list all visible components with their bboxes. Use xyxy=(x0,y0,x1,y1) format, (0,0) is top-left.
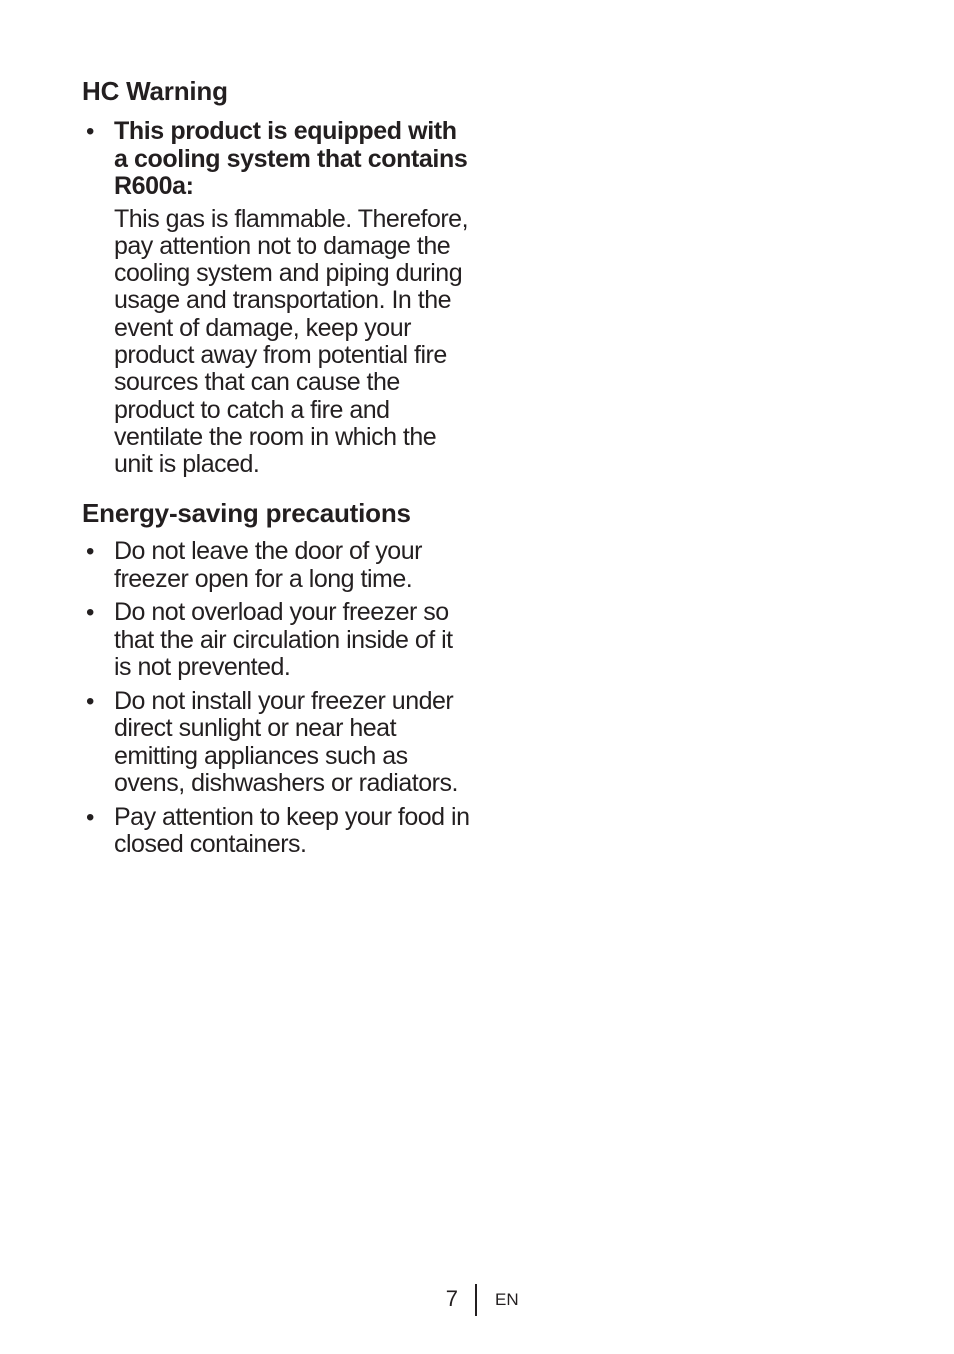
bullet-icon: • xyxy=(86,118,95,145)
page-number: 7 xyxy=(445,1286,458,1311)
warning-statement: This product is equipped with a cooling system that contains R600a: xyxy=(114,117,468,200)
list-item-text: Do not overload your freezer so that the air circulation inside of it is not prevented. xyxy=(114,598,453,682)
bullet-icon: • xyxy=(86,599,95,627)
bullet-icon: • xyxy=(86,538,95,566)
list-item xyxy=(82,538,474,593)
list-item-text: Do not leave the door of your freezer open for a long time. xyxy=(114,537,422,593)
page-footer xyxy=(0,1282,954,1316)
list-item xyxy=(82,688,474,798)
bullet-icon: • xyxy=(86,803,95,831)
energy-saving-list xyxy=(82,538,474,859)
content-column xyxy=(82,76,474,865)
list-item-text: Do not install your freezer under direct sunlight or near heat emitting appliances such as ovens, dishwashers or radiators. xyxy=(114,686,458,798)
bullet-icon: • xyxy=(86,687,95,715)
footer-divider xyxy=(475,1284,477,1316)
section-heading-hc-warning: HC Warning xyxy=(82,76,228,106)
list-item xyxy=(82,804,474,859)
language-code: EN xyxy=(495,1290,519,1309)
list-item-text: Pay attention to keep your food in closed containers. xyxy=(114,802,470,859)
hc-warning-list xyxy=(82,118,474,478)
list-item xyxy=(82,118,474,478)
warning-body-text: This gas is flammable. Therefore, pay attention not to damage the cooling system and piping during usage and transportation. In the event of damage, keep your product away from potential fire sources that can cause the product to catch a fire and ventilate the room in which the unit is placed. xyxy=(114,204,469,479)
list-item xyxy=(82,599,474,682)
section-heading-energy-saving: Energy-saving precautions xyxy=(82,498,411,529)
